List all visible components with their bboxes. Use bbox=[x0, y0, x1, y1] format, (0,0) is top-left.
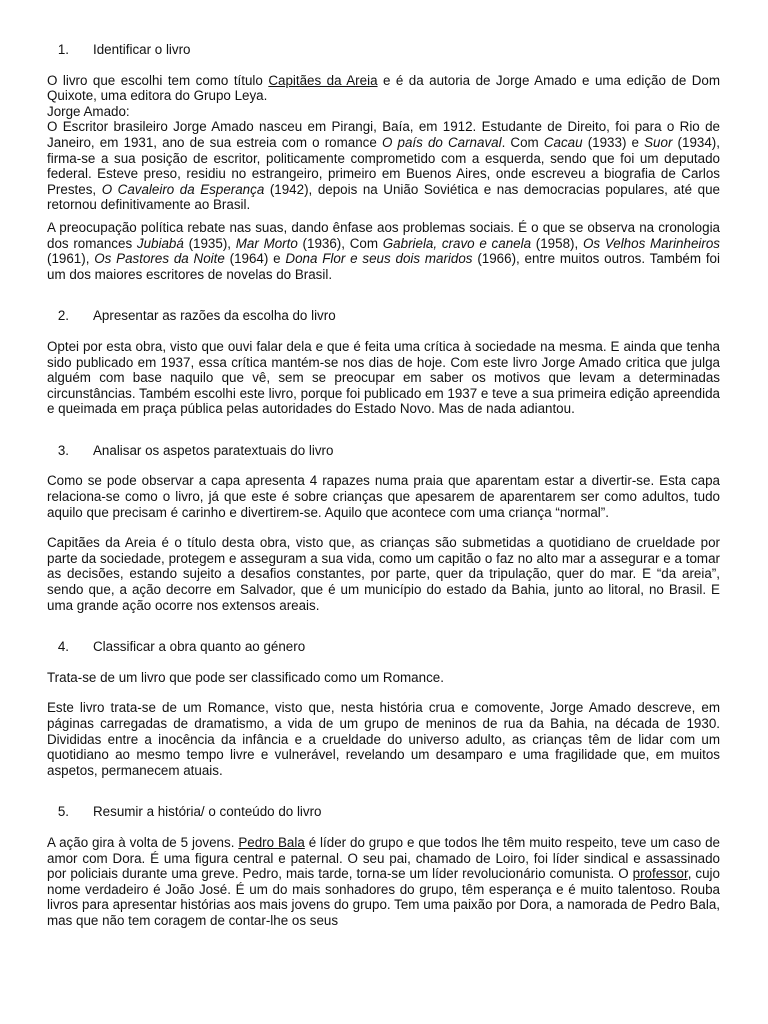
section-heading-1 bbox=[47, 42, 720, 58]
pedro-bala-link[interactable]: Pedro Bala bbox=[238, 834, 305, 850]
text: . Com bbox=[501, 134, 544, 150]
text: (1935), bbox=[183, 235, 236, 251]
paragraph: Trata-se de um livro que pode ser classificado como um Romance. bbox=[47, 669, 444, 685]
text: (1942), depois na União Soviética e nas democracias populares, até que retornou definitivamente ao Brasil. bbox=[47, 181, 720, 213]
paragraph: Como se pode observar a capa apresenta 4 rapazes numa praia que aparentam estar a divertir-se. Esta capa relaciona-se como o livro, já que este é sobre crianças que apesarem de aparentarem ser como adultos, tudo aquilo que precisam é carinho e divertirem-se. Aquilo que acontece com uma criança “normal”. bbox=[47, 473, 720, 520]
text: A ação gira à volta de 5 jovens. bbox=[47, 834, 239, 850]
work-title: Cacau bbox=[543, 134, 583, 150]
text: (1934), firma-se a sua posição de escritor, politicamente comprometido com a esquerda, sendo que foi um deputado federal. Esteve preso, residiu no estrangeiro, primeiro em Buenos Aires, onde escreveu a biografia de Carlos Prestes, bbox=[47, 134, 720, 197]
work-title: Dona Flor e seus dois maridos bbox=[285, 251, 473, 267]
text: é líder do grupo e que todos lhe têm muito respeito, teve um caso de amor com Dora. É uma figura central e paternal. O seu pai, chamado de Loiro, foi líder sindical e assassinado por policiais durante uma greve. Pedro, mais tarde, torna-se um líder revolucionário comunista. O bbox=[47, 834, 720, 882]
paragraph bbox=[47, 220, 720, 282]
section-number: 3. bbox=[57, 442, 69, 458]
section-heading-5 bbox=[47, 804, 720, 820]
paragraph: Capitães da Areia é o título desta obra, visto que, as crianças são submetidas a quotidiano de crueldade por parte da sociedade, protegem e asseguram a sua vida, como um capitão o faz no alto mar a assegurar e a tomar as decisões, estando sujeito a desafios constantes, por parte, quer da tripulação, quer do mar. E “da areia”, sendo que, a ação decorre em Salvador, que é um município do estado da Bahia, junto ao litoral, no Brasil. E uma grande ação ocorre nos extensos areais. bbox=[47, 535, 720, 613]
text: (1964) e bbox=[224, 251, 286, 267]
section-title: Identificar o livro bbox=[93, 42, 191, 57]
paragraph bbox=[47, 835, 720, 929]
work-title: Mar Morto bbox=[235, 235, 298, 251]
section-title: Apresentar as razões da escolha do livro bbox=[93, 308, 336, 324]
work-title: O Cavaleiro da Esperança bbox=[101, 181, 265, 197]
paragraph bbox=[47, 73, 720, 104]
author-label: Jorge Amado: bbox=[47, 103, 130, 119]
section-number: 5. bbox=[57, 804, 69, 820]
section-number: 4. bbox=[57, 639, 69, 655]
section-heading-4 bbox=[47, 639, 720, 655]
section-title: Classificar a obra quanto ao género bbox=[93, 639, 306, 655]
paragraph bbox=[47, 119, 720, 213]
text: e é da autoria de Jorge Amado e uma edição de Dom Quixote, uma editora do Grupo Leya. bbox=[47, 72, 721, 104]
section-title: Analisar os aspetos paratextuais do livro bbox=[93, 442, 334, 458]
text: O livro que escolhi tem como título bbox=[47, 72, 269, 88]
section-number: 1. bbox=[57, 42, 69, 57]
work-title: Gabriela, cravo e canela bbox=[382, 235, 532, 251]
text: (1961), bbox=[47, 251, 95, 267]
text: O Escritor brasileiro Jorge Amado nasceu em Pirangi, Baía, em 1912. Estudante de Direito, foi para o Rio de Janeiro, em 1931, ano de sua estreia com o romance bbox=[47, 119, 720, 150]
section-number: 2. bbox=[57, 308, 69, 324]
professor-link[interactable]: professor bbox=[632, 866, 688, 882]
text: (1958), bbox=[531, 235, 583, 251]
work-title: O país do Carnaval bbox=[381, 134, 502, 150]
work-title: Suor bbox=[644, 134, 673, 150]
paragraph: Optei por esta obra, visto que ouvi falar dela e que é feita uma crítica à sociedade na mesma. E ainda que tenha sido publicado em 1937, essa crítica mantém-se nos dias de hoje. Com este livro Jorge Amado critica que julga alguém com base naquilo que vê, sem se preocupar em saber os motivos que levam a determinadas circunstâncias. Também escolhi este livro, porque foi publicado em 1937 e teve a sua primeira edição apreendida e queimada em praça pública pelas autoridades do Estado Novo. Mas de nada adiantou. bbox=[47, 338, 720, 417]
section-title: Resumir a história/ o conteúdo do livro bbox=[93, 804, 322, 820]
text: , cujo nome verdadeiro é João José. É um do mais sonhadores do grupo, têm esperança e é muito talentoso. Rouba livros para apresentar histórias aos mais jovens do grupo. Tem uma paixão por Dora, a namorada de Pedro Bala, mas que não tem coragem de contar-lhe os seus bbox=[47, 866, 720, 928]
work-title: Os Velhos Marinheiros bbox=[582, 235, 720, 251]
work-title: Os Pastores da Noite bbox=[94, 251, 225, 267]
section-heading-3 bbox=[47, 443, 720, 459]
work-title: Jubiabá bbox=[136, 235, 184, 251]
text: (1966), entre muitos outros. Também foi um dos maiores escritores de novelas do Brasil. bbox=[47, 251, 720, 282]
book-title-link[interactable]: Capitães da Areia bbox=[268, 72, 378, 88]
text: A preocupação política rebate nas suas, dando ênfase aos problemas sociais. É o que se observa na cronologia dos romances bbox=[47, 219, 720, 251]
section-heading-2 bbox=[47, 308, 720, 324]
text: (1933) e bbox=[582, 134, 645, 150]
paragraph: Este livro trata-se de um Romance, visto que, nesta história crua e comovente, Jorge Amado descreve, em páginas carregadas de dramatismo, a vida de um grupo de meninos de rua da Bahia, na década de 1930. Divididas entre a inocência da infância e a crueldade do universo adulto, as crianças têm de lidar com um quotidiano ao mesmo tempo livre e vulnerável, revelando um desamparo e uma fragilidade que, em muitos aspetos, permanecem atuais. bbox=[47, 700, 720, 778]
text: (1936), Com bbox=[297, 235, 383, 251]
